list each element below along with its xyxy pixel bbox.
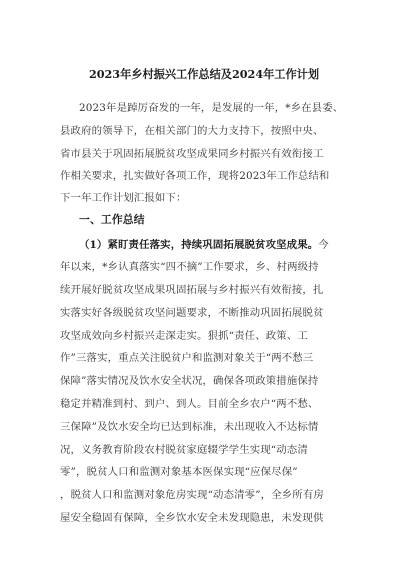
body-line: 保障”落实情况及饮水安全状况，确保各项政策措施保持: [60, 375, 319, 387]
body-line: 零”，脱贫人口和监测对象基本医保实现“应保尽保”: [60, 466, 298, 478]
intro-line: 省市县关于巩固拓展脱贫攻坚成果同乡村振兴有效衔接工: [60, 148, 324, 160]
intro-line: 作相关要求，扎实做好各项工作，现将2023年工作总结和: [60, 170, 330, 182]
body-line: 年以来，*乡认真落实“四不摘”工作要求，乡、村两级持: [60, 261, 319, 273]
body-line: 实落实好各级脱贫攻坚问题要求，不断推动巩固拓展脱贫: [60, 307, 324, 319]
body-line: 攻坚成效向乡村振兴走深走实。狠抓“责任、政策、工: [60, 330, 308, 342]
subheading-rest: 今: [318, 239, 329, 251]
body-line: 稳定并精准到村、到户、到人。目前全乡农户“两不愁、: [60, 398, 319, 410]
body-line: 三保障”及饮水安全均已达到标准，未出现收入不达标情: [60, 421, 319, 433]
body-line: 续开展好脱贫攻坚成果巩固拓展与乡村振兴有效衔接，扎: [60, 284, 324, 296]
body-line: 屋安全稳固有保障，全乡饮水安全未发现隐患，未发现供: [60, 512, 324, 524]
subheading-line: [79, 236, 329, 251]
intro-line: 2023年是踔厉奋发的一年，是发展的一年，*乡在县委、: [79, 102, 344, 114]
intro-line: 县政府的领导下，在相关部门的大力支持下，按照中央、: [60, 125, 324, 137]
body-line: ，脱贫人口和监测对象危房实现“动态清零”，全乡所有房: [60, 489, 324, 501]
body-line: 作”三落实，重点关注脱贫户和监测对象关于“两不愁三: [60, 352, 314, 364]
document-title: 2023年乡村振兴工作总结及2024年工作计划: [88, 67, 320, 81]
section-heading: 一、工作总结: [79, 213, 145, 226]
body-line: 况，义务教育阶段农村脱贫家庭辍学学生实现“动态清: [60, 444, 308, 456]
subheading-bold: （1）紧盯责任落实，持续巩固拓展脱贫攻坚成果。: [79, 239, 319, 251]
intro-line: 下一年工作计划汇报如下：: [60, 192, 187, 204]
